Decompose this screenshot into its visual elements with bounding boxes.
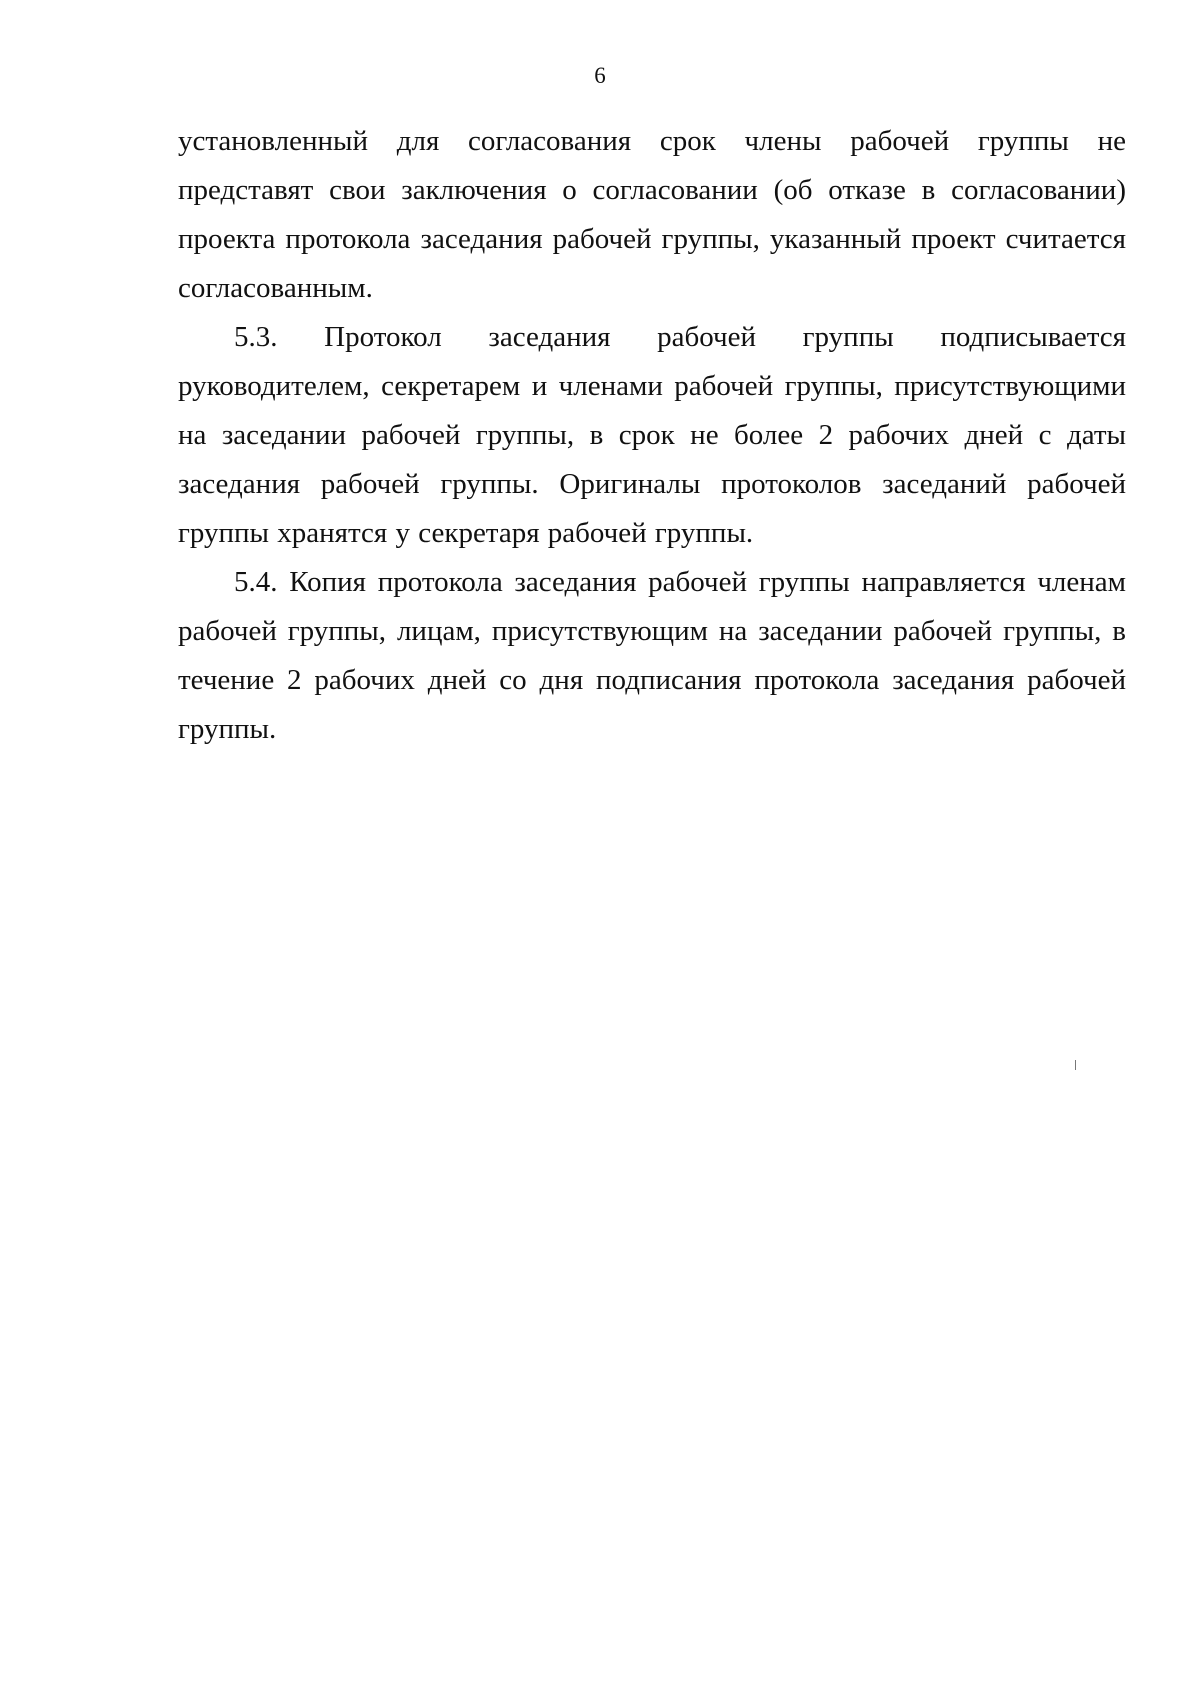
paragraph-continuation: установленный для согласования срок члены рабочей группы не представят свои заключения о согласовании (об отказе в согласовании) проекта протокола заседания рабочей группы, указанный проект считается согласованным. — [178, 125, 1126, 304]
paragraph-5-4: 5.4. Копия протокола заседания рабочей группы направляется членам рабочей группы, лицам, присутствующим на заседании рабочей группы, в течение 2 рабочих дней со дня подписания протокола заседания рабочей группы. — [178, 566, 1126, 745]
scan-artifact-mark — [1075, 1060, 1076, 1070]
document-body — [178, 117, 1126, 754]
page-number: 6 — [594, 63, 606, 88]
paragraph-5-3: 5.3. Протокол заседания рабочей группы подписывается руководителем, секретарем и членами рабочей группы, присутствующими на заседании рабочей группы, в срок не более 2 рабочих дней с даты заседания рабочей группы. Оригиналы протоколов заседаний рабочей группы хранятся у секретаря рабочей группы. — [178, 321, 1126, 549]
